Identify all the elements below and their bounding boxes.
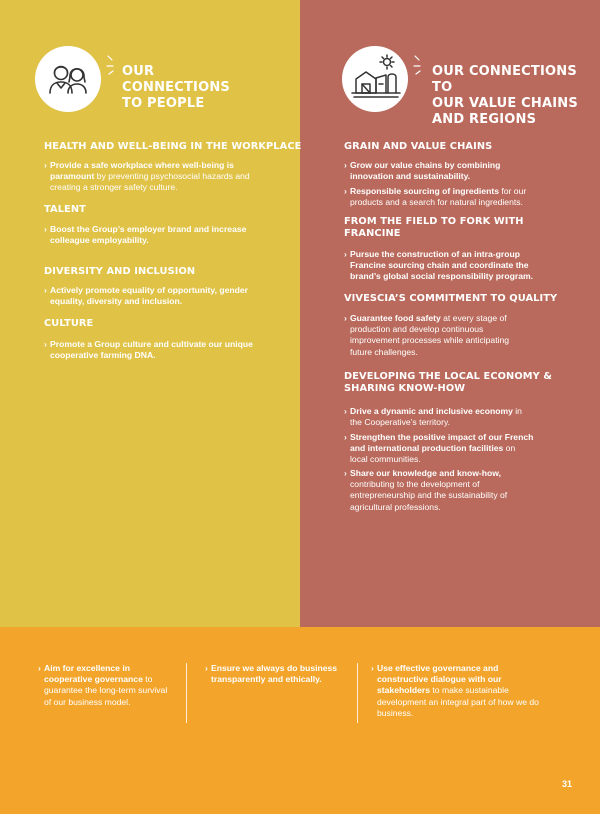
page-number: 31	[562, 779, 573, 789]
section-title: FROM THE FIELD TO FORK WITH FRANCINE	[344, 216, 524, 239]
bullet-item: › Share our knowledge and know-how, contributing to the development of entrepreneurship and the sustainability of agricultural professions.	[344, 468, 508, 512]
section-title: GRAIN AND VALUE CHAINS	[344, 141, 493, 152]
bullet-item: › Strengthen the positive impact of our French and international production facilities on local communities.	[344, 432, 534, 465]
left-heading: OUR CONNECTIONS TO PEOPLE	[122, 64, 230, 111]
bullet-item: › Grow our value chains by combining innovation and sustainability.	[344, 160, 501, 182]
right-heading: OUR CONNECTIONS TO OUR VALUE CHAINS AND REGIONS	[432, 64, 578, 127]
sparkle-decoration	[413, 52, 425, 82]
section-title: CULTURE	[44, 318, 94, 329]
section-title: TALENT	[44, 204, 86, 215]
bullet-item: › Drive a dynamic and inclusive economy in the Cooperative’s territory.	[344, 406, 522, 428]
section-title: HEALTH AND WELL-BEING IN THE WORKPLACE	[44, 141, 302, 152]
bullet-item: › Provide a safe workplace where well-being is paramount by preventing psychosocial hazards and creating a stronger safety culture.	[44, 160, 250, 193]
bottom-bullet: › Ensure we always do business transparently and ethically.	[205, 663, 338, 685]
people-icon	[35, 46, 101, 112]
section-title: DEVELOPING THE LOCAL ECONOMY & SHARING KNOW-HOW	[344, 371, 552, 394]
divider	[186, 663, 187, 723]
sparkle-decoration	[106, 52, 118, 82]
bullet-item: › Actively promote equality of opportunity, gender equality, diversity and inclusion.	[44, 285, 248, 307]
farm-icon	[342, 46, 408, 112]
bullet-item: › Boost the Group’s employer brand and increase colleague employability.	[44, 224, 247, 246]
bullet-item: › Guarantee food safety at every stage of production and develop continuous improvement processes while anticipating future challenges.	[344, 313, 510, 357]
bottom-band	[0, 627, 600, 814]
divider	[357, 663, 358, 723]
bullet-item: › Pursue the construction of an intra-group Francine sourcing chain and coordinate the brand’s global social responsibility program.	[344, 249, 534, 282]
bottom-bullet: › Aim for excellence in cooperative governance to guarantee the long-term survival of our business model.	[38, 663, 168, 707]
section-title: DIVERSITY AND INCLUSION	[44, 266, 196, 277]
section-title: VIVESCIA’S COMMITMENT TO QUALITY	[344, 293, 558, 304]
bullet-item: › Promote a Group culture and cultivate our unique cooperative farming DNA.	[44, 339, 253, 361]
bullet-item: › Responsible sourcing of ingredients for our products and a search for natural ingredients.	[344, 186, 527, 208]
bottom-bullet: › Use effective governance and constructive dialogue with our stakeholders to make sustainable development an integral part of how we do business.	[371, 663, 539, 718]
